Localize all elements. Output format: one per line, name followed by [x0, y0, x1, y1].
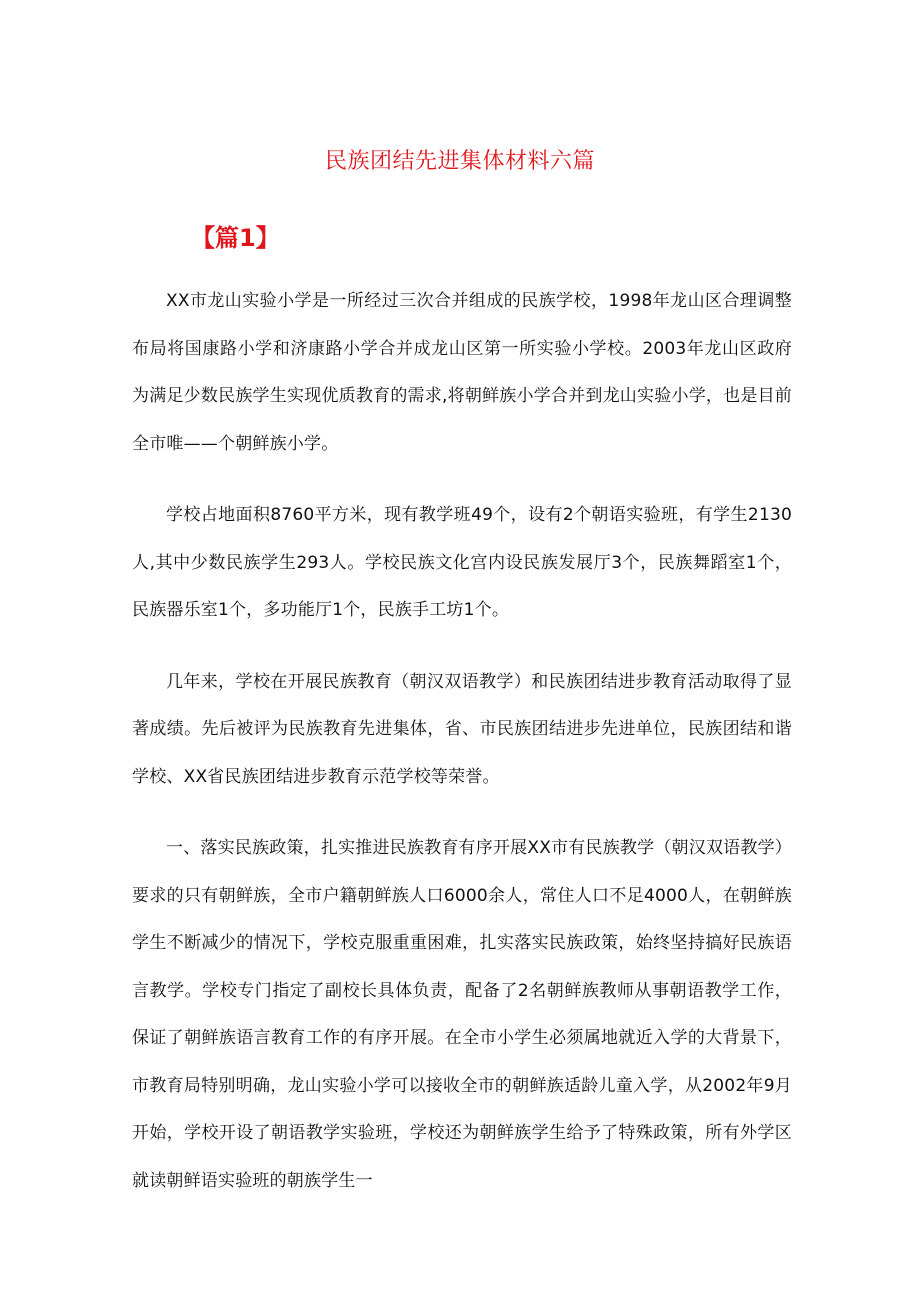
section-label: 【篇1】	[191, 224, 280, 252]
paragraph: 一、落实民族政策，扎实推进民族教育有序开展XX市有民族教学（朝汉双语教学）要求的只有朝鲜族，全市户籍朝鲜族人口6000余人，常住人口不足4000人，在朝鲜族学生不断减少的情况下，学校克服重重困难，扎实落实民族政策，始终坚持搞好民族语言教学。学校专门指定了副校长具体负责，配备了2名朝鲜族教师从事朝语教学工作，保证了朝鲜族语言教育工作的有序开展。在全市小学生必须属地就近入学的大背景下，市教育局特别明确，龙山实验小学可以接收全市的朝鲜族适龄儿童入学，从2002年9月开始，学校开设了朝语教学实验班，学校还为朝鲜族学生给予了特殊政策，所有外学区就读朝鲜语实验班的朝族学生一	[132, 838, 792, 1191]
paragraph: 几年来，学校在开展民族教育（朝汉双语教学）和民族团结进步教育活动取得了显著成绩。先后被评为民族教育先进集体，省、市民族团结进步先进单位，民族团结和谐学校、XX省民族团结进步教育示范学校等荣誉。	[132, 671, 792, 787]
document-body	[132, 278, 792, 1229]
paragraph: 学校占地面积8760平方米，现有教学班49个，设有2个朝语实验班，有学生2130人,其中少数民族学生293人。学校民族文化宫内设民族发展厅3个，民族舞蹈室1个，民族器乐室1个，多功能厅1个，民族手工坊1个。	[132, 505, 792, 620]
paragraph: XX市龙山实验小学是一所经过三次合并组成的民族学校，1998年龙山区合理调整布局将国康路小学和济康路小学合并成龙山区第一所实验小学校。2003年龙山区政府为满足少数民族学生实现优质教育的需求,将朝鲜族小学合并到龙山实验小学，也是目前全市唯——个朝鲜族小学。	[132, 291, 792, 454]
document-title: 民族团结先进集体材料六篇	[324, 149, 595, 174]
